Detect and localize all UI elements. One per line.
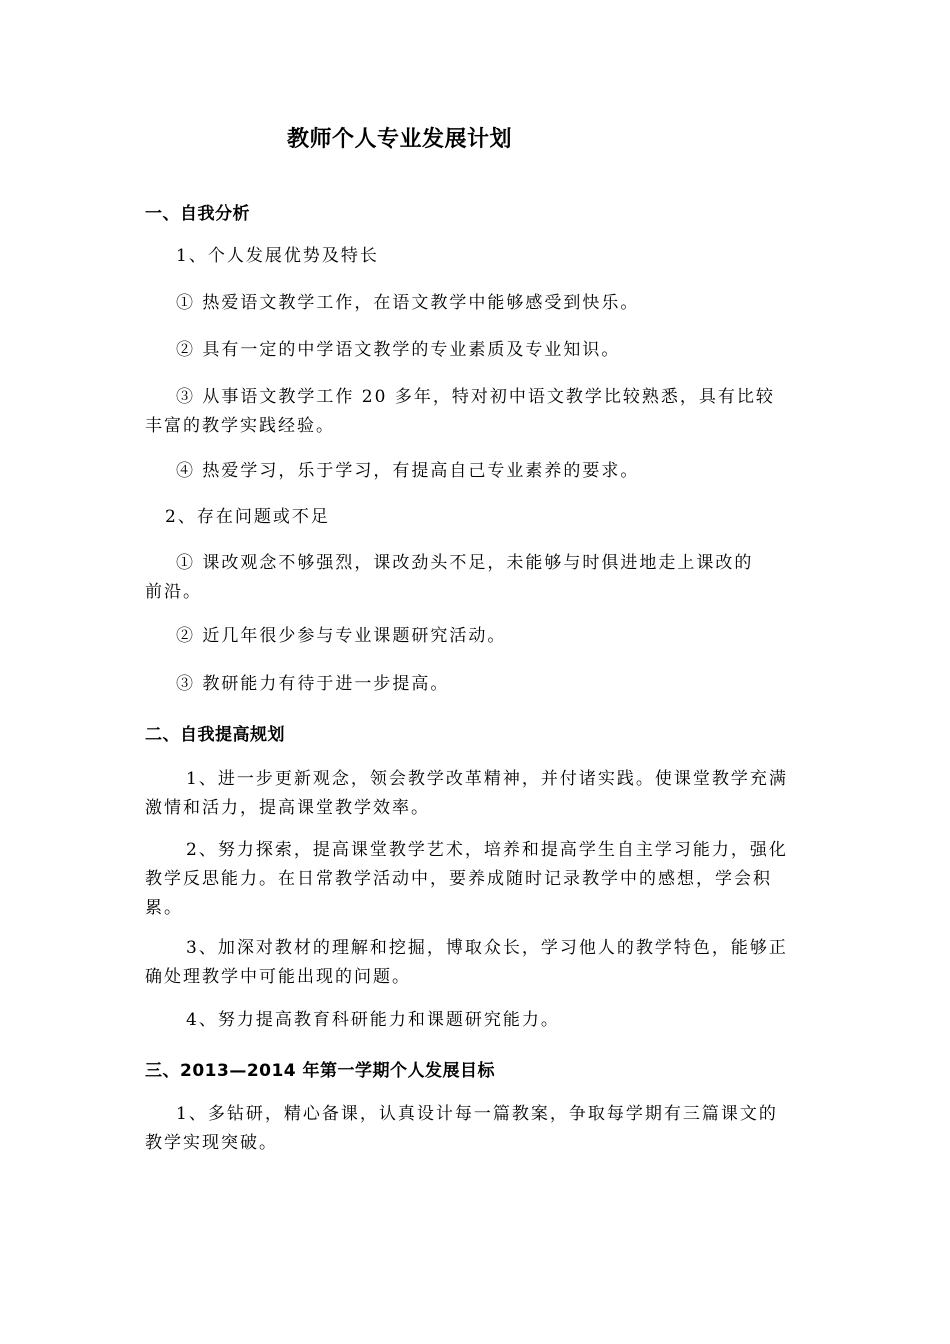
paragraph-line: 3、加深对教材的理解和挖掘，博取众长，学习他人的教学特色，能够正: [186, 938, 788, 958]
paragraph-line: 累。: [145, 898, 183, 918]
paragraph-plan-4: 4、努力提高教育科研能力和课题研究能力。: [186, 1010, 560, 1030]
paragraph-line: 激情和活力，提高课堂教学效率。: [145, 798, 430, 818]
paragraph-line: 1、进一步更新观念，领会教学改革精神，并付诸实践。使课堂教学充满: [186, 769, 788, 789]
list-item-problem-1: [145, 549, 810, 607]
paragraph-line: 2、努力探索，提高课堂教学艺术，培养和提高学生自主学习能力，强化: [186, 840, 788, 860]
paragraph-line: 教学反思能力。在日常教学活动中，要养成随时记录教学中的感想，学会积: [145, 869, 772, 889]
paragraph-line: ① 课改观念不够强烈，课改劲头不足，未能够与时俱进地走上课改的: [176, 553, 754, 573]
section-heading-semester-goals: 三、2013—2014 年第一学期个人发展目标: [145, 1061, 496, 1081]
paragraph-line: 1、多钻研，精心备课，认真设计每一篇教案，争取每学期有三篇课文的: [176, 1104, 778, 1124]
document-title: 教师个人专业发展计划: [287, 127, 513, 152]
subheading-problems: 2、存在问题或不足: [165, 507, 330, 527]
paragraph-line: 丰富的教学实践经验。: [145, 416, 335, 436]
paragraph-line: 教学实现突破。: [145, 1133, 278, 1153]
paragraph-plan-1: [145, 765, 810, 823]
list-item-strength-3: [145, 383, 810, 441]
list-item-problem-3: ③ 教研能力有待于进一步提高。: [176, 674, 450, 694]
paragraph-goal-1: [145, 1100, 810, 1158]
list-item-strength-1: ① 热爱语文教学工作，在语文教学中能够感受到快乐。: [176, 293, 640, 313]
list-item-strength-4: ④ 热爱学习，乐于学习，有提高自己专业素养的要求。: [176, 461, 640, 481]
list-item-strength-2: ② 具有一定的中学语文教学的专业素质及专业知识。: [176, 340, 621, 360]
section-heading-self-analysis: 一、自我分析: [145, 204, 250, 224]
list-item-problem-2: ② 近几年很少参与专业课题研究活动。: [176, 626, 507, 646]
subheading-strengths: 1、个人发展优势及特长: [176, 246, 379, 266]
paragraph-plan-3: [145, 934, 810, 992]
section-heading-improvement-plan: 二、自我提高规划: [145, 725, 285, 745]
paragraph-line: ③ 从事语文教学工作 20 多年，特对初中语文教学比较熟悉，具有比较: [176, 387, 775, 407]
paragraph-line: 前沿。: [145, 582, 202, 602]
paragraph-plan-2: [145, 836, 810, 923]
paragraph-line: 确处理教学中可能出现的问题。: [145, 967, 411, 987]
